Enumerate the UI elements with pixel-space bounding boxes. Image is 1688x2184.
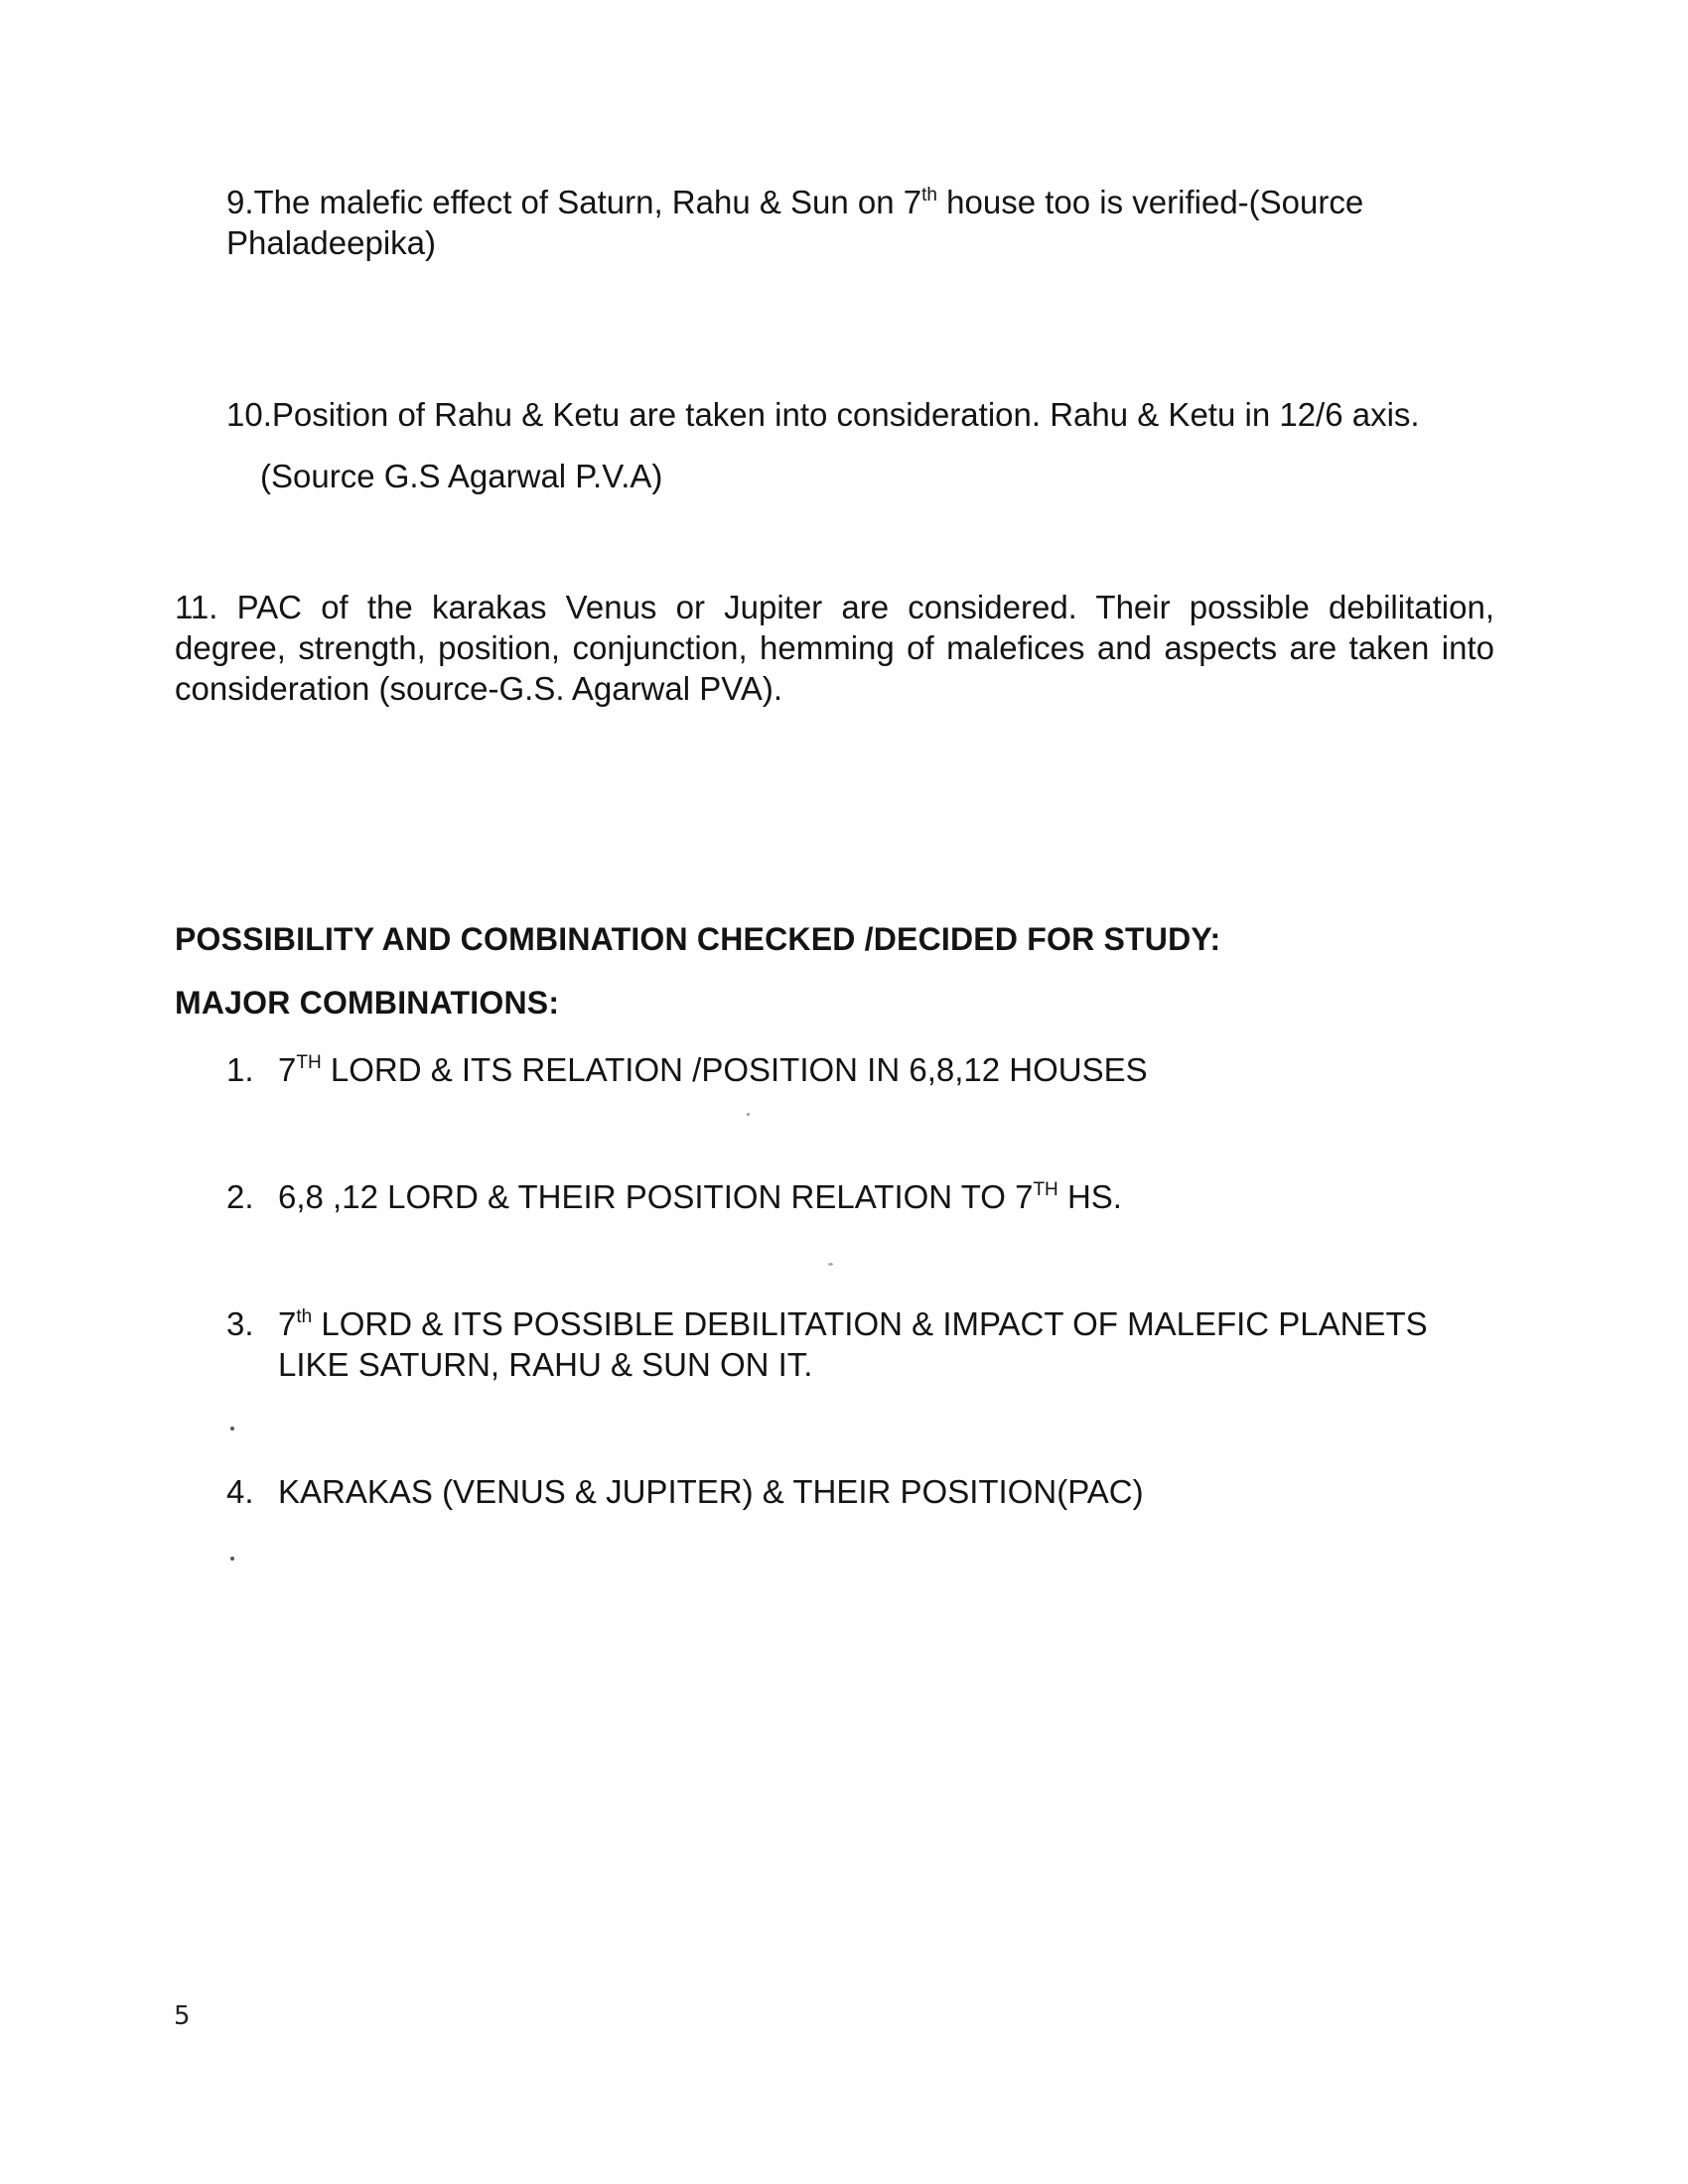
item-10-source	[260, 456, 1154, 496]
list-superscript: TH	[1033, 1179, 1058, 1200]
list-text-post: LORD & ITS RELATION /POSITION IN 6,8,12 HOUSES	[321, 1051, 1148, 1088]
major-combinations-heading	[175, 983, 969, 1023]
combination-item-3	[226, 1303, 1497, 1393]
item-9-text-b: house too is verified-(Source	[937, 184, 1364, 220]
item-10-line-1: 10.Position of Rahu & Ketu are taken into consideration. Rahu & Ketu in 12/6 axis.	[226, 396, 1420, 433]
page-number-text: 5	[174, 2001, 191, 2031]
list-number: 3.	[226, 1305, 254, 1342]
item-9-superscript: th	[921, 185, 937, 205]
combination-item-4	[226, 1471, 1497, 1516]
item-9-text-a: 9.The malefic effect of Saturn, Rahu & Sun on 7	[226, 184, 922, 220]
scan-speck	[747, 1113, 750, 1116]
list-text-pre: 7	[278, 1305, 297, 1342]
item-10-paragraph	[226, 394, 1517, 435]
list-text	[278, 1303, 1494, 1385]
item-11-text: 11. PAC of the karakas Venus or Jupiter are considered. Their possible debilitation, degree, strength, position, conjunction, hemming of malefices and aspects are taken into consideration (source-G.S. Agarwal PVA).	[175, 589, 1494, 707]
list-text: KARAKAS (VENUS & JUPITER) & THEIR POSITION(PAC)	[278, 1473, 1144, 1510]
item-11-paragraph	[175, 587, 1494, 709]
list-number: 2.	[226, 1178, 254, 1215]
list-text-post: LORD & ITS POSSIBLE DEBILITATION & IMPACT OF MALEFIC PLANETS	[312, 1305, 1428, 1342]
list-text-pre: 6,8 ,12 LORD & THEIR POSITION RELATION TO 7	[278, 1178, 1034, 1215]
list-number: 4.	[226, 1473, 254, 1510]
list-text-pre: 7	[278, 1051, 297, 1088]
list-number: 1.	[226, 1051, 254, 1088]
list-text-line-1	[278, 1303, 1494, 1344]
list-text	[278, 1176, 1122, 1217]
list-text-line-2: LIKE SATURN, RAHU & SUN ON IT.	[278, 1346, 813, 1383]
combination-item-2	[226, 1176, 1497, 1221]
combination-item-1	[226, 1049, 1497, 1094]
scan-speck	[230, 1427, 234, 1431]
list-text	[278, 1049, 1148, 1090]
item-9-paragraph	[226, 182, 1494, 263]
major-combinations-heading-text: MAJOR COMBINATIONS:	[175, 985, 560, 1021]
scan-speck	[230, 1557, 234, 1561]
page-number	[174, 2001, 191, 2031]
scan-speck	[828, 1263, 833, 1266]
list-superscript: th	[296, 1306, 313, 1327]
item-9-line-2: Phaladeepika)	[226, 224, 436, 261]
item-10-line-2: (Source G.S Agarwal P.V.A)	[260, 458, 663, 494]
possibility-heading	[175, 919, 1466, 959]
possibility-heading-text: POSSIBILITY AND COMBINATION CHECKED /DECIDED FOR STUDY:	[175, 921, 1221, 957]
list-superscript: TH	[296, 1052, 322, 1073]
list-text-post: HS.	[1057, 1178, 1122, 1215]
item-9-line-1	[226, 182, 1494, 222]
